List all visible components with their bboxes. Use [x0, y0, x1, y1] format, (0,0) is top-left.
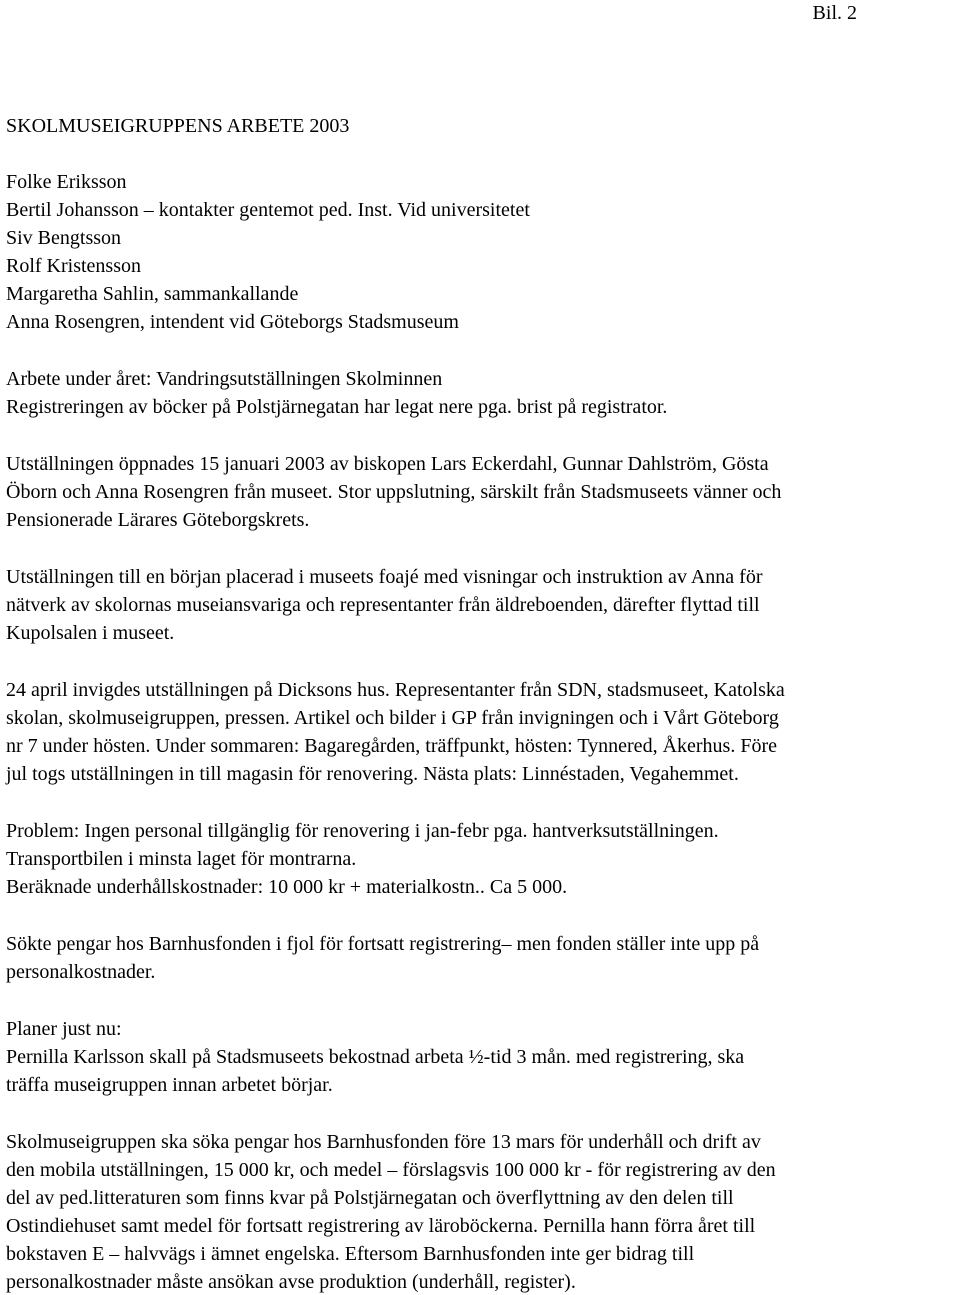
paragraph-line: bokstaven E – halvvägs i ämnet engelska. Eftersom Barnhusfonden inte ger bidrag till [6, 1243, 695, 1265]
paragraph-line: Registreringen av böcker på Polstjärnegatan har legat nere pga. brist på registrator. [6, 396, 668, 418]
member-line: Anna Rosengren, intendent vid Göteborgs Stadsmuseum [6, 311, 459, 333]
paragraph-line: den mobila utställningen, 15 000 kr, och medel – förslagsvis 100 000 kr - för registrering av den [6, 1159, 776, 1181]
paragraph-line: skolan, skolmuseigruppen, pressen. Artikel och bilder i GP från invigningen och i Vårt Göteborg [6, 707, 779, 729]
paragraph-line: personalkostnader måste ansökan avse produktion (underhåll, register). [6, 1271, 576, 1293]
paragraph-line: träffa museigruppen innan arbetet börjar. [6, 1074, 333, 1096]
paragraph-line: Kupolsalen i museet. [6, 622, 175, 644]
member-line: Siv Bengtsson [6, 227, 122, 249]
member-line: Bertil Johansson – kontakter gentemot ped. Inst. Vid universitetet [6, 199, 530, 221]
paragraph-line: Planer just nu: [6, 1018, 122, 1040]
paragraph-line: Ostindiehuset samt medel för fortsatt registrering av läroböckerna. Pernilla hann förra året till [6, 1215, 756, 1237]
paragraph-line: Öborn och Anna Rosengren från museet. Stor uppslutning, särskilt från Stadsmuseets vänner och [6, 481, 782, 503]
attachment-label: Bil. 2 [812, 2, 857, 24]
paragraph-line: Problem: Ingen personal tillgänglig för renovering i jan-febr pga. hantverksutställningen. [6, 820, 719, 842]
paragraph-line: Sökte pengar hos Barnhusfonden i fjol för fortsatt registrering– men fonden ställer inte upp på [6, 933, 760, 955]
paragraph-line: Arbete under året: Vandringsutställningen Skolminnen [6, 368, 443, 390]
paragraph-line: jul togs utställningen in till magasin för renovering. Nästa plats: Linnéstaden, Vegahemmet. [6, 763, 739, 785]
member-line: Folke Eriksson [6, 171, 127, 193]
document-title: SKOLMUSEIGRUPPENS ARBETE 2003 [6, 115, 350, 137]
paragraph-line: del av ped.litteraturen som finns kvar på Polstjärnegatan och överflyttning av den delen till [6, 1187, 734, 1209]
member-line: Rolf Kristensson [6, 255, 141, 277]
paragraph-line: personalkostnader. [6, 961, 156, 983]
paragraph-line: Utställningen till en början placerad i museets foajé med visningar och instruktion av Anna för [6, 566, 763, 588]
paragraph-line: Pernilla Karlsson skall på Stadsmuseets bekostnad arbeta ½-tid 3 mån. med registrering, ska [6, 1046, 745, 1068]
paragraph-line: Transportbilen i minsta laget för montrarna. [6, 848, 357, 870]
paragraph-line: 24 april invigdes utställningen på Dicksons hus. Representanter från SDN, stadsmuseet, Katolska [6, 679, 785, 701]
paragraph-line: nätverk av skolornas museiansvariga och representanter från äldreboenden, därefter flyttad till [6, 594, 760, 616]
paragraph-line: nr 7 under hösten. Under sommaren: Bagaregården, träffpunkt, hösten: Tynnered, Åkerhus. Före [6, 735, 777, 757]
paragraph-line: Utställningen öppnades 15 januari 2003 av biskopen Lars Eckerdahl, Gunnar Dahlström, Gösta [6, 453, 769, 475]
paragraph-line: Skolmuseigruppen ska söka pengar hos Barnhusfonden före 13 mars för underhåll och drift av [6, 1131, 761, 1153]
member-line: Margaretha Sahlin, sammankallande [6, 283, 299, 305]
paragraph-line: Pensionerade Lärares Göteborgskrets. [6, 509, 310, 531]
paragraph-line: Beräknade underhållskostnader: 10 000 kr + materialkostn.. Ca 5 000. [6, 876, 568, 898]
